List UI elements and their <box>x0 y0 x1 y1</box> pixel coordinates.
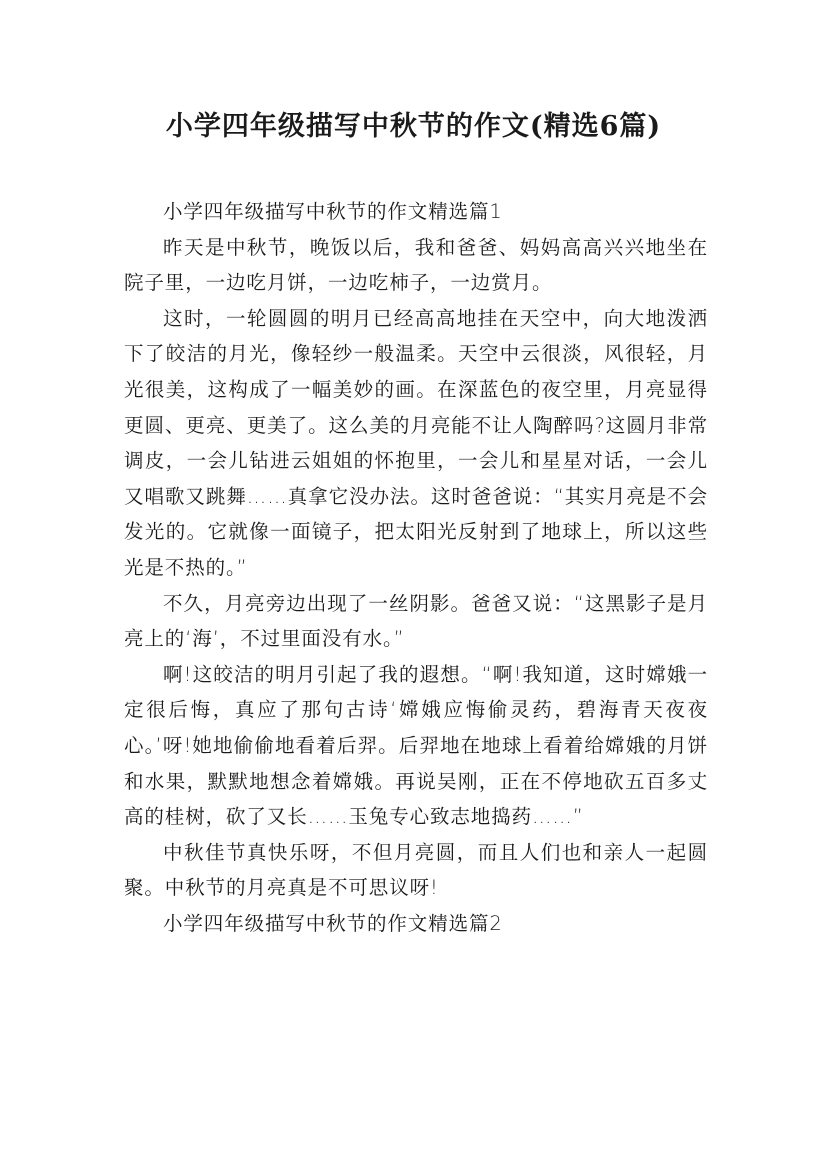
document-body <box>124 194 708 941</box>
paragraph: 啊!这皎洁的明月引起了我的遐想。“啊!我知道，这时嫦娥一定很后悔，真应了那句古诗‘嫦娥应悔偷灵药，碧海青天夜夜心。’呀!她地偷偷地看着后羿。后羿地在地球上看着给嫦娥的月饼和水果，默默地想念着嫦娥。再说吴刚，正在不停地砍五百多丈高的桂树，砍了又长……玉兔专心致志地捣药……” <box>124 662 708 829</box>
paragraph: 中秋佳节真快乐呀，不但月亮圆，而且人们也和亲人一起圆聚。中秋节的月亮真是不可思议呀! <box>124 840 708 900</box>
paragraph: 不久，月亮旁边出现了一丝阴影。爸爸又说：“这黑影子是月亮上的‘海’，不过里面没有水。” <box>124 591 708 651</box>
section-heading-2: 小学四年级描写中秋节的作文精选篇2 <box>163 911 503 935</box>
paragraph: 这时，一轮圆圆的明月已经高高地挂在天空中，向大地泼洒下了皎洁的月光，像轻纱一般温柔。天空中云很淡，风很轻，月光很美，这构成了一幅美妙的画。在深蓝色的夜空里，月亮显得更圆、更亮、更美了。这么美的月亮能不让人陶醉吗?这圆月非常调皮，一会儿钻进云姐姐的怀抱里，一会儿和星星对话，一会儿又唱歌又跳舞……真拿它没办法。这时爸爸说：“其实月亮是不会发光的。它就像一面镜子，把太阳光反射到了地球上，所以这些光是不热的。” <box>124 306 708 579</box>
section-heading-1: 小学四年级描写中秋节的作文精选篇1 <box>163 200 503 223</box>
paragraph: 昨天是中秋节，晚饭以后，我和爸爸、妈妈高高兴兴地坐在院子里，一边吃月饼，一边吃柿子，一边赏月。 <box>124 235 708 295</box>
document-title: 小学四年级描写中秋节的作文(精选6篇) <box>165 111 662 142</box>
